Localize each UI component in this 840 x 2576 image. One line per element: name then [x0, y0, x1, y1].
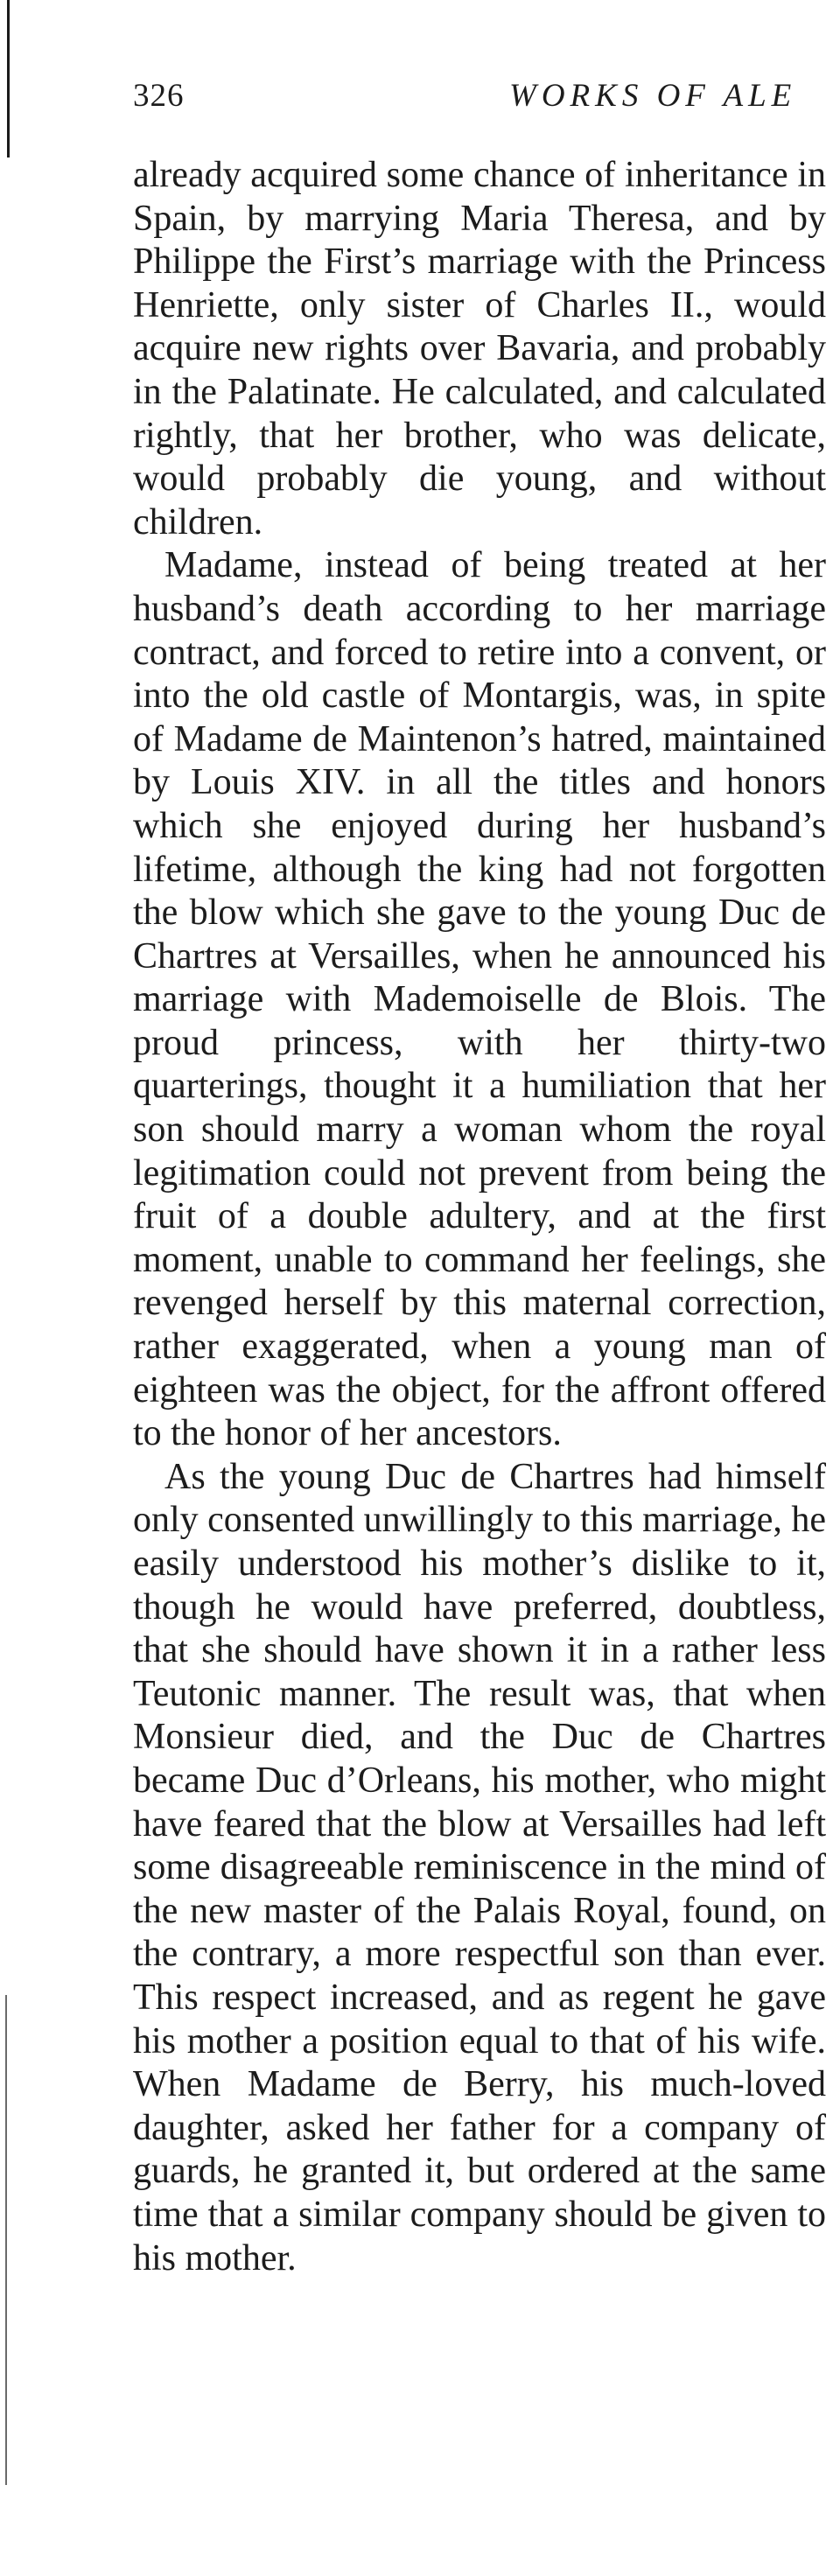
paragraph-2: Madame, instead of being treated at her husband’s death according to her marriage contract, and forced to retire into a convent, or into the old castle of Montargis, was, in spite of Madame de Maintenon’s hatred, maintained by Louis XIV. in all the titles and honors which she enjoyed during her husband’s lifetime, although the king had not forgotten the blow which she gave to the young Duc de Chartres at Versailles, when he announced his marriage with Mademoiselle de Blois. The proud princess, with her thirty-two quarterings, thought it a humiliation that her son should marry a woman whom the royal legitimation could not prevent from being the fruit of a double adultery, and at the first moment, unable to command her feelings, she revenged herself by this maternal correction, rather exaggerated, when a young man of eighteen was the object, for the affront offered to the honor of her ancestors. [133, 545, 826, 1454]
paragraph-3: As the young Duc de Chartres had himself only consented unwillingly to this marriage, he easily understood his mother’s dislike to it, though he would have preferred, doubtless, that she should have shown it in a rather less Teutonic manner. The result was, that when Monsieur died, and the Duc de Chartres became Duc d’Orleans, his mother, who might have feared that the blow at Versailles had left some disagreeable reminiscence in the mind of the new master of the Palais Royal, found, on the contrary, a more respectful son than ever. This respect increased, and as regent he gave his mother a position equal to that of his wife. When Madame de Berry, his much-loved daughter, asked her father for a company of guards, he granted it, but ordered at the same time that a similar company should be given to his mother. [133, 1456, 827, 2278]
page-edge-rule-lower [5, 1995, 7, 2485]
page-header [133, 77, 840, 122]
paragraph-1: already acquired some chance of inheritance in Spain, by marrying Maria Theresa, and by Philippe the First’s marriage with the Princess Henriette, only sister of Charles II., would acquire new rights over Bavaria, and probably in the Palatinate. He calculated, and calculated rightly, that her brother, who was delicate, would probably die young, and without children. [133, 155, 826, 542]
page-edge-rule [7, 0, 10, 158]
page-number: 326 [133, 78, 185, 114]
running-title: WORKS OF ALE [509, 78, 797, 114]
body-text [133, 154, 826, 2280]
